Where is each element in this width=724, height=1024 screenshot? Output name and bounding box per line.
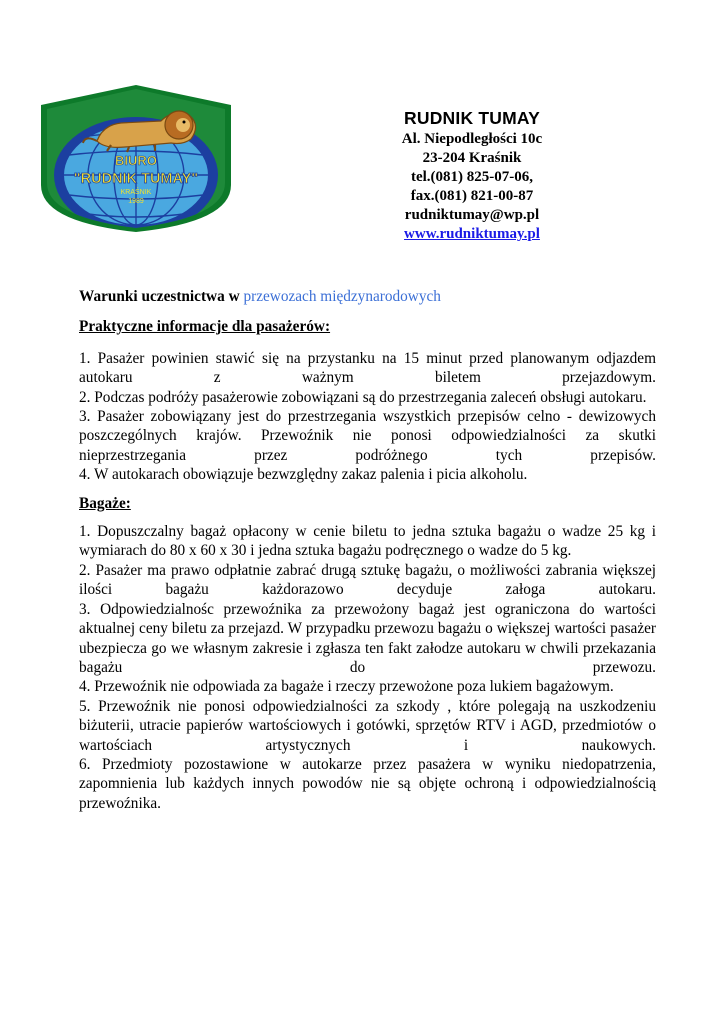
logo-year-text: 1989 — [128, 198, 144, 205]
luggage-item: 6. Przedmioty pozostawione w autokarze przez pasażera w wyniku niedopatrzenia, zapomnienia lub każdych innych powodów nie są objęte ochroną i odpowiedzialnością przewoźnika. — [79, 755, 656, 812]
practical-item: 3. Pasażer zobowiązany jest do przestrzegania wszystkich przepisów celno - dewizowych poszczególnych krajów. Przewoźnik nie ponosi odpowiedzialności za skutki nieprzestrzegania przez podróżnego tych przepisów. — [79, 408, 656, 464]
company-email[interactable]: rudniktumay@wp.pl — [404, 207, 540, 223]
luggage-item: 4. Przewoźnik nie odpowiada za bagaże i rzeczy przewożone poza lukiem bagażowym. — [79, 678, 614, 696]
practical-list — [79, 349, 656, 485]
heading-accent: przewozach międzynarodowych — [243, 288, 441, 305]
logo-line1-text: BIURO — [115, 153, 157, 168]
company-website-link[interactable]: www.rudniktumay.pl — [404, 226, 540, 242]
luggage-list — [79, 522, 656, 813]
logo-line2-text: "RUDNIK TUMAY" — [73, 171, 199, 187]
company-name: RUDNIK TUMAY — [404, 108, 540, 128]
luggage-item: 1. Dopuszczalny bagaż opłacony w cenie biletu to jedna sztuka bagażu o wadze 25 kg i wymiarach do 80 x 60 x 30 i jedna sztuka bagażu podręcznego o wadze do 5 kg. — [79, 523, 656, 560]
document-heading — [79, 287, 656, 306]
company-logo — [33, 85, 239, 232]
company-address: Al. Niepodległości 10c — [401, 131, 543, 147]
luggage-item: 3. Odpowiedzialnośc przewoźnika za przewożony bagaż jest ograniczona do wartości aktualnej ceny biletu za przejazd. W przypadku przewozu bagażu o większej wartości pasażer ubezpiecza go we własnym zakresie i zgłasza ten fakt załodze autokaru w chwili przekazania bagażu do przewozu. — [79, 600, 656, 676]
heading-prefix: Warunki uczestnictwa w — [79, 288, 244, 305]
luggage-item: 2. Pasażer ma prawo odpłatnie zabrać drugą sztukę bagażu, o możliwości zabrania większej ilości bagażu każdorazowo decyduje załoga autokaru. — [79, 561, 656, 599]
practical-item: 2. Podczas podróży pasażerowie zobowiązani są do przestrzegania zaleceń obsługi autokaru. — [79, 388, 647, 406]
practical-title: Praktyczne informacje dla pasażerów: — [79, 318, 331, 336]
company-postal: 23-204 Kraśnik — [422, 150, 522, 166]
company-tel: tel.(081) 825-07-06, — [410, 169, 534, 185]
practical-item: 1. Pasażer powinien stawić się na przystanku na 15 minut przed planowanym odjazdem autokaru z ważnym biletem przejazdowym. — [79, 349, 656, 387]
luggage-item: 5. Przewoźnik nie ponosi odpowiedzialności za szkody , które polegają na uszkodzeniu biżuterii, utracie papierów wartościowych i gotówki, sprzętów RTV i AGD, przedmiotów o wartościach artystycznych i naukowych. — [79, 697, 656, 754]
document-body — [79, 287, 656, 813]
company-info — [372, 106, 572, 244]
company-fax: fax.(081) 821-00-87 — [410, 188, 534, 204]
luggage-title: Bagaże: — [79, 494, 131, 512]
logo-line3-text: KRAŚNIK — [120, 189, 152, 196]
practical-item: 4. W autokarach obowiązuje bezwzględny zakaz palenia i picia alkoholu. — [79, 466, 528, 484]
